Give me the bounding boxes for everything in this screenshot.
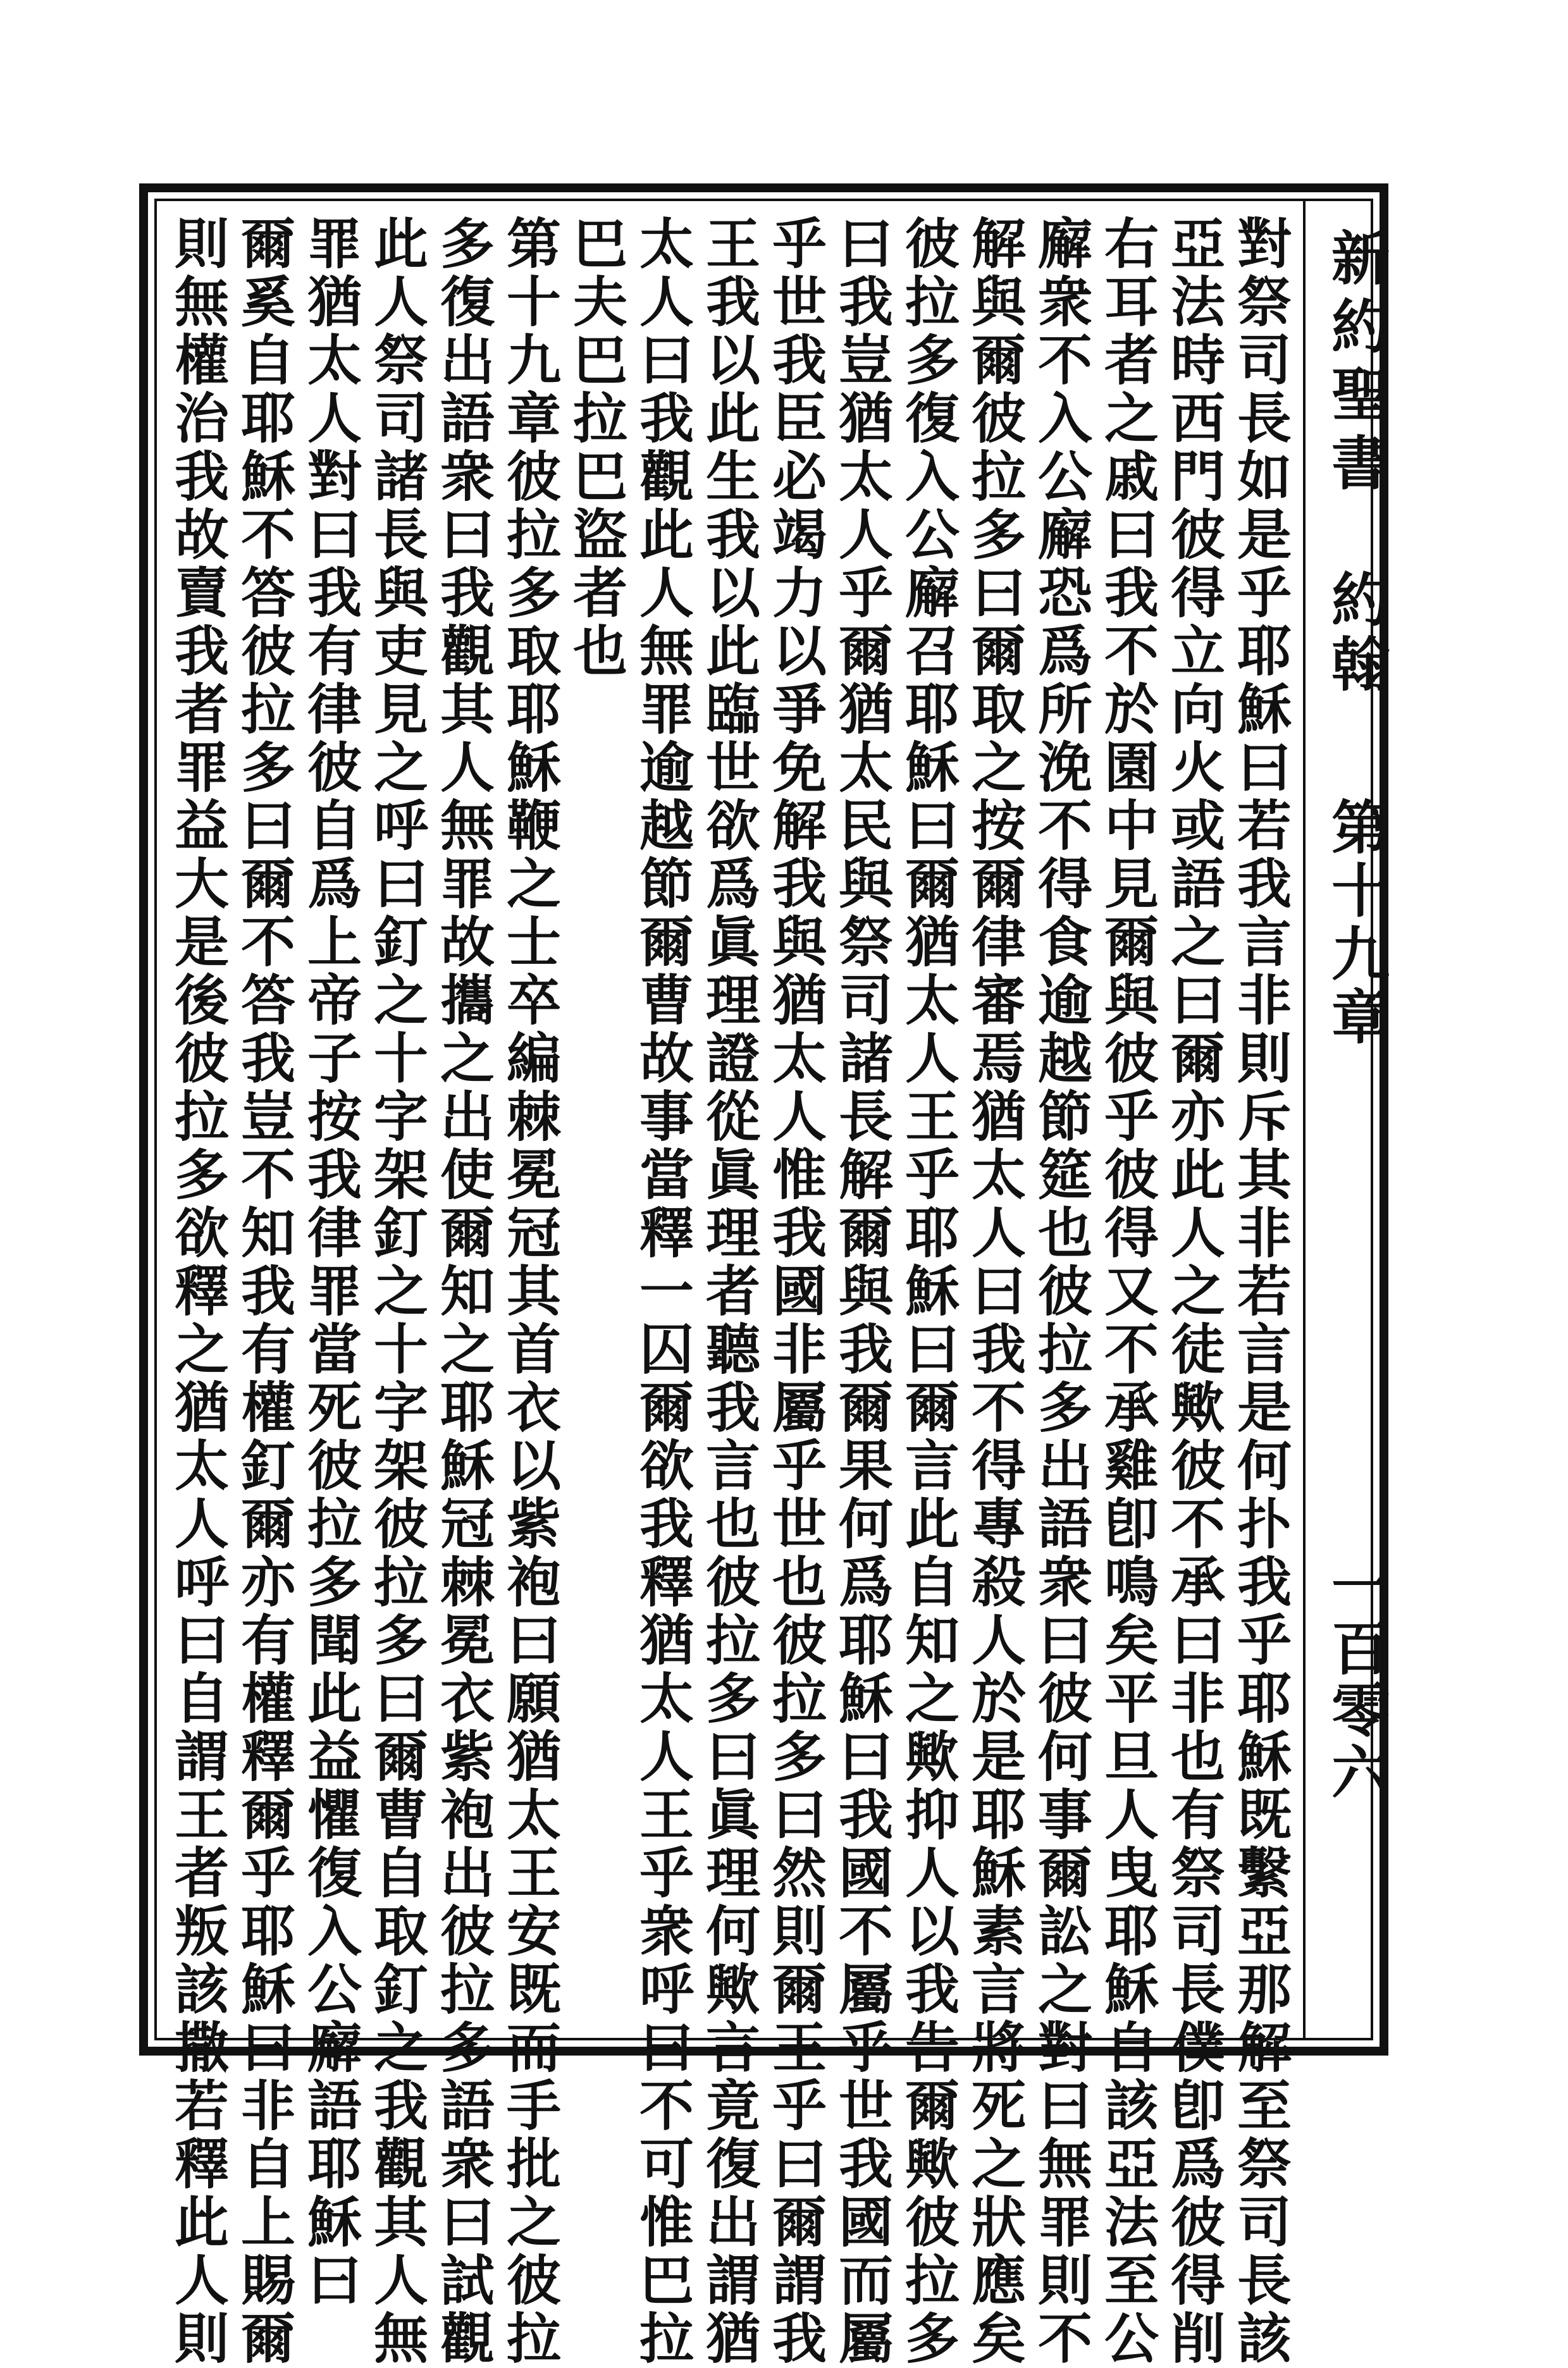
text-column: 彼拉多復入公廨召耶穌曰爾猶太人王乎耶穌曰爾言此自知之歟抑人以我告爾歟彼拉多 <box>896 215 960 2368</box>
text-column: 第十九章彼拉多取耶穌鞭之士卒編棘冕冠其首衣以紫袍曰願猶太王安既而手批之彼拉 <box>497 215 561 2368</box>
text-column: 乎世我臣必竭力以爭免解我與猶太人惟我國非屬乎世也彼拉多曰然則爾王乎曰爾謂我 <box>763 215 827 2368</box>
text-column: 則無權治我故賣我者罪益大是後彼拉多欲釋之猶太人呼曰自謂王者叛該撒若釋此人則 <box>165 215 229 2368</box>
text-column: 曰我豈猶太人乎爾猶太民與祭司諸長解爾與我爾果何爲耶穌曰我國不屬乎世我國而屬 <box>829 215 893 2368</box>
text-column: 罪猶太人對曰我有律彼自爲上帝子按我律罪當死彼拉多聞此益懼復入公廨語耶穌曰 <box>298 215 362 2310</box>
text-column: 此人祭司諸長與吏見之呼曰釘之十字架釘之十字架彼拉多曰爾曹自取釘之我觀其人無 <box>364 215 428 2368</box>
text-column: 對祭司長如是乎耶穌曰若我言非則斥其非若言是何扑我乎耶穌既繫亞那解至祭司長該 <box>1228 215 1292 2368</box>
book-name: 約翰 <box>1322 569 1390 698</box>
text-column: 王我以此生我以此臨世欲爲眞理證從眞理者聽我言也彼拉多曰眞理何歟言竟復出謂猶 <box>696 215 760 2368</box>
text-column: 亞法時西門彼得立向火或語之曰爾亦此人之徒歟彼不承曰非也有祭司長僕卽爲彼得削 <box>1161 215 1225 2368</box>
text-column: 太人曰我觀此人無罪逾越節爾曹故事當釋一囚爾欲我釋猶太人王乎衆呼曰不可惟巴拉 <box>630 215 694 2368</box>
chapter-heading: 第十九章 <box>1322 797 1390 1050</box>
text-column: 右耳者之戚曰我不於園中見爾與彼乎彼得又不承雞卽鳴矣平旦人曳耶穌自該亞法至公 <box>1095 215 1159 2368</box>
text-column: 爾奚自耶穌不答彼拉多曰爾不答我豈不知我有權釘爾亦有權釋爾乎耶穌曰非自上賜爾 <box>231 215 295 2368</box>
page-number: 一百零六 <box>1322 1556 1390 1804</box>
text-column: 多復出語衆曰我觀其人無罪故攜之出使爾知之耶穌冠棘冕衣紫袍出彼拉多語衆曰試觀 <box>431 215 495 2368</box>
text-column: 巴夫巴拉巴盜者也 <box>564 215 627 681</box>
book-title: 新約聖書 <box>1322 228 1390 501</box>
text-column: 解與爾彼拉多曰爾取之按爾律審焉猶太人曰我不得專殺人於是耶穌素言將死之狀應矣 <box>962 215 1026 2368</box>
text-column: 廨衆不入公廨恐爲所浼不得食逾越節筵也彼拉多出語衆曰彼何事爾訟之對曰無罪則不 <box>1028 215 1092 2368</box>
